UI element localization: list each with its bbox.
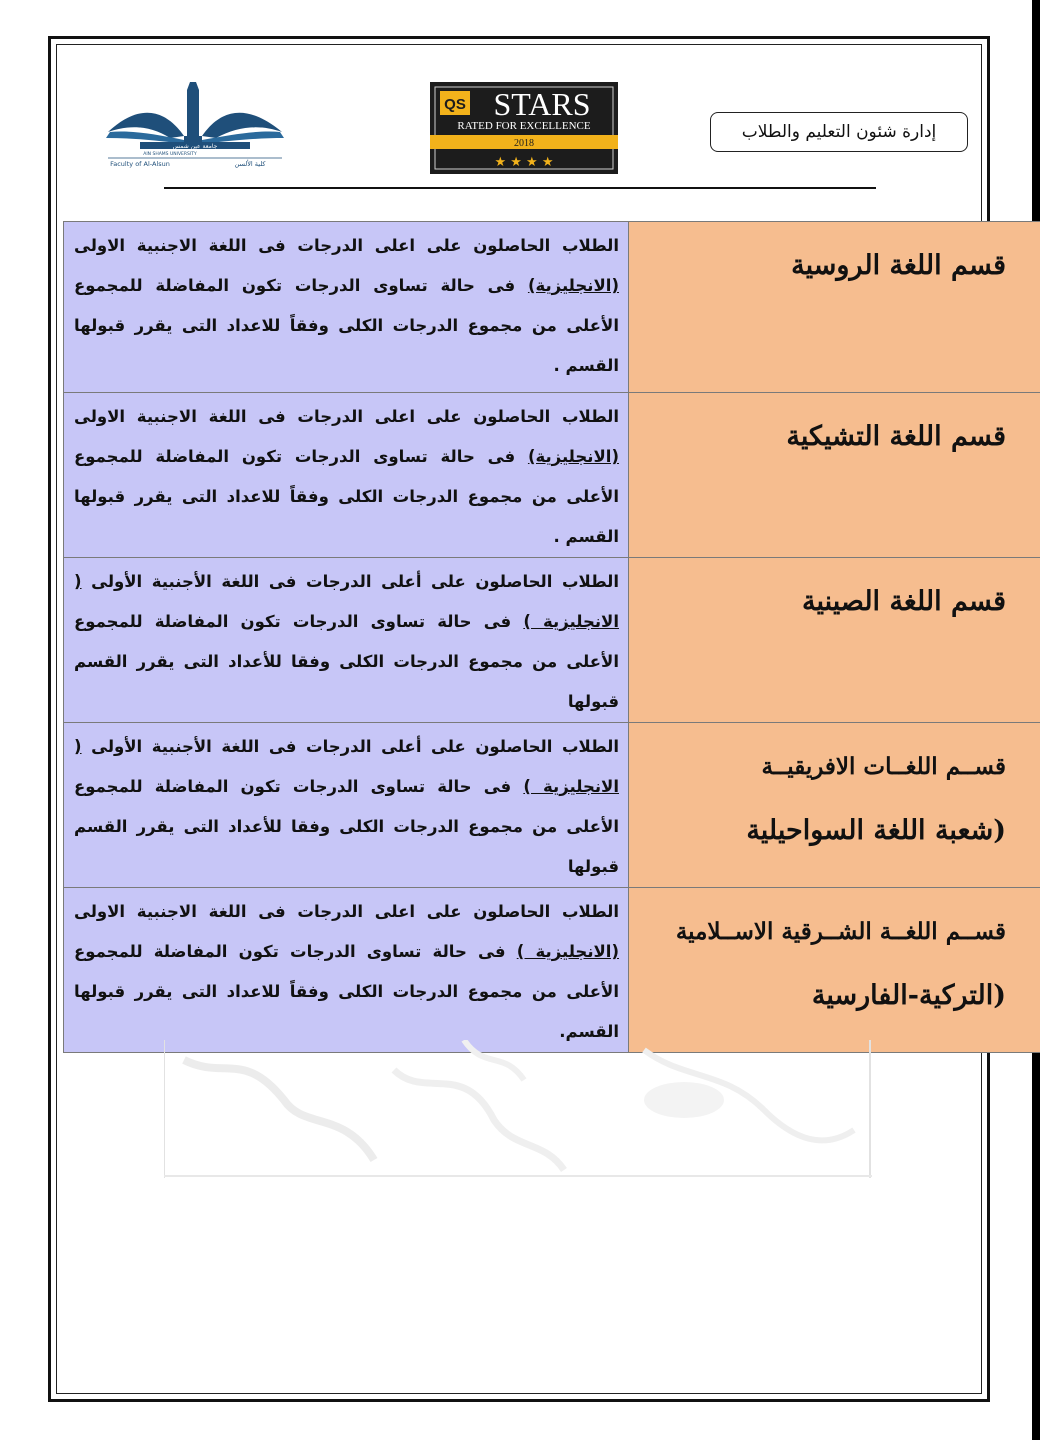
department-name: قسم اللغة التشيكية: [786, 421, 1006, 452]
star-icons: ★ ★ ★ ★: [494, 155, 554, 170]
department-name-cell: [629, 723, 1040, 888]
department-subtitle: (التركية-الفارسية: [811, 980, 1006, 1011]
qs-stars-badge: [430, 82, 618, 174]
department-name-cell: [629, 393, 1040, 558]
criteria-text: الطلاب الحاصلون على اعلى الدرجات فى اللغة الاجنبية الاولى: [74, 236, 619, 255]
criteria-text: الطلاب الحاصلون على اعلى الدرجات فى اللغة الاجنبية الاولى: [74, 902, 619, 921]
criteria-language-underlined: ( الانجليزية ): [74, 737, 619, 796]
criteria-text: فى حالة تساوى الدرجات تكون المفاضلة للمجموع الأعلى من مجموع الدرجات الكلى وفقاً للاعداد التى يقرر قبولها القسم .: [74, 447, 619, 546]
department-name: قســم اللغــات الافريقيــة: [761, 753, 1006, 780]
admission-criteria-cell: [64, 222, 629, 393]
qs-text: QS: [444, 96, 466, 113]
department-row: [64, 723, 1040, 888]
header-divider: [164, 187, 876, 189]
criteria-language-underlined: (الانجليزية): [527, 447, 619, 466]
criteria-text: الطلاب الحاصلون على اعلى الدرجات فى اللغة الاجنبية الاولى: [74, 407, 619, 426]
criteria-text: فى حالة تساوى الدرجات تكون المفاضلة للمجموع الأعلى من مجموع الدرجات الكلى وفقاً للاعداد التى يقرر قبولها القسم .: [74, 276, 619, 375]
criteria-text: فى حالة تساوى الدرجات تكون المفاضلة للمجموع الأعلى من مجموع الدرجات الكلى وفقاً للاعداد التى يقرر قبولها القسم.: [74, 942, 619, 1041]
department-name-cell: [629, 222, 1040, 393]
department-name-cell: [629, 558, 1040, 723]
logo-faculty-ar: كلية الألسن: [234, 160, 266, 168]
year-text: 2018: [514, 138, 534, 149]
department-name: قسم اللغة الصينية: [802, 586, 1006, 617]
department-row: [64, 393, 1040, 558]
admission-criteria-cell: [64, 888, 629, 1053]
ain-shams-alsun-logo: [100, 80, 290, 172]
departments-table: [63, 221, 1040, 1053]
faded-background-image: [164, 1040, 872, 1178]
department-name: قســم اللغــة الشــرقية الاســلامية: [675, 918, 1006, 945]
criteria-text: الطلاب الحاصلون على أعلى الدرجات فى اللغة الأجنبية الأولى: [81, 572, 619, 591]
admission-criteria-cell: [64, 723, 629, 888]
criteria-text: فى حالة تساوى الدرجات تكون المفاضلة للمجموع الأعلى من مجموع الدرجات الكلى وفقا للأعداد التى يقرر القسم قبولها: [74, 612, 619, 711]
department-name: قسم اللغة الروسية: [791, 250, 1006, 281]
departments-table-body: [64, 222, 1040, 1053]
department-row: [64, 888, 1040, 1053]
stars-text: STARS: [493, 86, 591, 122]
criteria-text: فى حالة تساوى الدرجات تكون المفاضلة للمجموع الأعلى من مجموع الدرجات الكلى وفقا للأعداد التى يقرر القسم قبولها: [74, 777, 619, 876]
criteria-language-underlined: (الانجليزية): [527, 276, 619, 295]
department-row: [64, 222, 1040, 393]
department-subtitle: (شعبة اللغة السواحيلية: [746, 815, 1006, 846]
logo-faculty-en: Faculty of Al-Alsun: [110, 160, 170, 168]
criteria-language-underlined: ( الانجليزية ): [74, 572, 619, 631]
criteria-language-underlined: (الانجليزية ): [516, 942, 619, 961]
admission-criteria-cell: [64, 558, 629, 723]
logo-university-en: AIN SHAMS UNIVERSITY: [143, 152, 197, 157]
logo-university-ar: جامعة عين شمس: [172, 143, 218, 150]
office-label-box: [710, 112, 968, 152]
department-name-cell: [629, 888, 1040, 1053]
criteria-text: الطلاب الحاصلون على أعلى الدرجات فى اللغة الأجنبية الأولى: [81, 737, 619, 756]
department-row: [64, 558, 1040, 723]
office-label: إدارة شئون التعليم والطلاب: [741, 122, 937, 142]
rated-text: RATED FOR EXCELLENCE: [457, 120, 591, 132]
admission-criteria-cell: [64, 393, 629, 558]
